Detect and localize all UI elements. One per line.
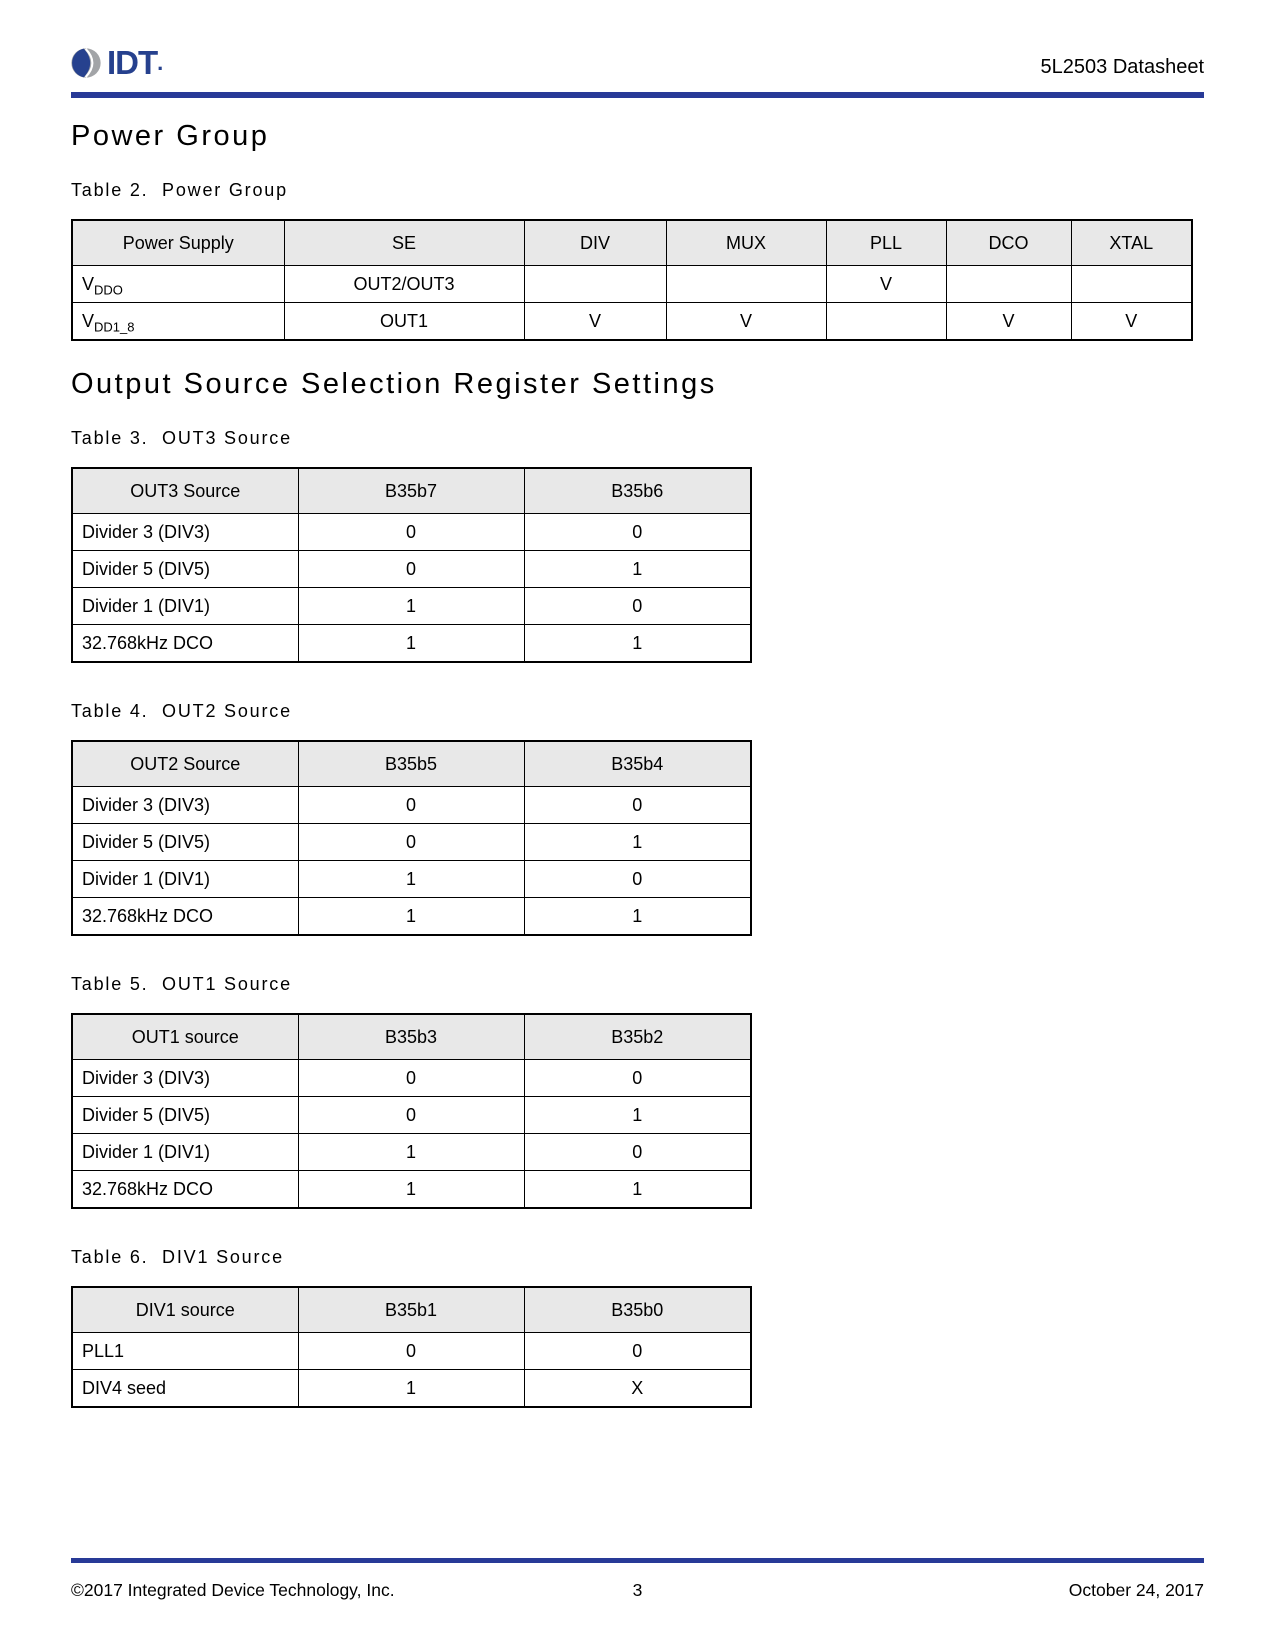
table-row (72, 898, 751, 936)
footer-date: October 24, 2017 (1068, 1580, 1204, 1600)
col-header-b35b7: B35b7 (298, 468, 524, 514)
table6-caption: Table 6. DIV1 Source (71, 1247, 284, 1267)
div1-source-table (71, 1286, 752, 1408)
table3-caption: Table 3. OUT3 Source (71, 428, 292, 448)
table-row (72, 861, 751, 898)
bit-value: 0 (524, 861, 751, 898)
row-label: DIV4 seed (72, 1370, 298, 1408)
col-header-out1-source: OUT1 source (72, 1014, 298, 1060)
row-label: PLL1 (72, 1333, 298, 1370)
row-label: Divider 3 (DIV3) (72, 514, 298, 551)
table-header-row (72, 1287, 751, 1333)
col-header-xtal: XTAL (1071, 220, 1192, 266)
bit-value: 0 (524, 1333, 751, 1370)
table-row (72, 824, 751, 861)
bit-value: 1 (298, 861, 524, 898)
supply-subscript: DDO (94, 282, 123, 298)
table-header-row (72, 1014, 751, 1060)
header-rule (71, 92, 1204, 98)
cell-xtal: V (1071, 303, 1192, 341)
col-header-se: SE (284, 220, 524, 266)
row-label: Divider 1 (DIV1) (72, 1134, 298, 1171)
table-row (72, 1171, 751, 1209)
row-label: Divider 1 (DIV1) (72, 588, 298, 625)
col-header-b35b4: B35b4 (524, 741, 751, 787)
power-group-table (71, 219, 1193, 341)
cell-pll: V (826, 266, 946, 303)
col-header-out3-source: OUT3 Source (72, 468, 298, 514)
cell-se: OUT1 (284, 303, 524, 341)
row-label: 32.768kHz DCO (72, 898, 298, 936)
row-label: Divider 5 (DIV5) (72, 1097, 298, 1134)
col-header-pll: PLL (826, 220, 946, 266)
row-label: Divider 5 (DIV5) (72, 551, 298, 588)
cell-div: V (524, 303, 666, 341)
idt-globe-icon (71, 48, 101, 78)
bit-value: 1 (298, 1171, 524, 1209)
bit-value: 1 (524, 625, 751, 663)
table-row (72, 1060, 751, 1097)
table2-caption: Table 2. Power Group (71, 180, 288, 200)
col-header-b35b0: B35b0 (524, 1287, 751, 1333)
table-row (72, 514, 751, 551)
bit-value: 0 (298, 787, 524, 824)
row-label: Divider 5 (DIV5) (72, 824, 298, 861)
footer-rule (71, 1558, 1204, 1563)
table-row (72, 266, 1192, 303)
row-label: 32.768kHz DCO (72, 625, 298, 663)
bit-value: 0 (524, 787, 751, 824)
col-header-mux: MUX (666, 220, 826, 266)
row-label: Divider 1 (DIV1) (72, 861, 298, 898)
col-header-div: DIV (524, 220, 666, 266)
out1-source-table (71, 1013, 752, 1209)
bit-value: 0 (298, 514, 524, 551)
bit-value: 0 (524, 1060, 751, 1097)
bit-value: 0 (298, 1060, 524, 1097)
bit-value: X (524, 1370, 751, 1408)
table-header-row (72, 741, 751, 787)
cell-pll (826, 303, 946, 341)
masthead (71, 44, 1204, 81)
cell-se: OUT2/OUT3 (284, 266, 524, 303)
col-header-out2-source: OUT2 Source (72, 741, 298, 787)
bit-value: 1 (524, 1097, 751, 1134)
cell-mux: V (666, 303, 826, 341)
page-footer (71, 1558, 1204, 1601)
table-header-row (72, 468, 751, 514)
section-heading-power-group: Power Group (71, 120, 270, 152)
footer-copyright: ©2017 Integrated Device Technology, Inc. (71, 1580, 395, 1600)
bit-value: 0 (524, 1134, 751, 1171)
out2-source-table (71, 740, 752, 936)
supply-cell (72, 266, 284, 303)
bit-value: 0 (298, 824, 524, 861)
col-header-dco: DCO (946, 220, 1071, 266)
idt-logo (71, 44, 164, 81)
table-row (72, 625, 751, 663)
section-heading-output-source: Output Source Selection Register Settings (71, 368, 717, 400)
cell-dco (946, 266, 1071, 303)
bit-value: 1 (298, 588, 524, 625)
bit-value: 1 (298, 898, 524, 936)
table-row (72, 1333, 751, 1370)
bit-value: 0 (298, 1097, 524, 1134)
bit-value: 1 (298, 1134, 524, 1171)
footer-page-number: 3 (632, 1580, 643, 1600)
bit-value: 1 (298, 1370, 524, 1408)
table-row (72, 1097, 751, 1134)
col-header-b35b5: B35b5 (298, 741, 524, 787)
bit-value: 1 (524, 1171, 751, 1209)
col-header-b35b3: B35b3 (298, 1014, 524, 1060)
col-header-b35b2: B35b2 (524, 1014, 751, 1060)
table-row (72, 1134, 751, 1171)
bit-value: 0 (524, 588, 751, 625)
cell-dco: V (946, 303, 1071, 341)
bit-value: 0 (524, 514, 751, 551)
table5-caption: Table 5. OUT1 Source (71, 974, 292, 994)
bit-value: 0 (298, 1333, 524, 1370)
out3-source-table (71, 467, 752, 663)
row-label: Divider 3 (DIV3) (72, 1060, 298, 1097)
bit-value: 1 (524, 551, 751, 588)
col-header-b35b6: B35b6 (524, 468, 751, 514)
footer-row (71, 1580, 1204, 1601)
cell-mux (666, 266, 826, 303)
table-row (72, 551, 751, 588)
table4-caption: Table 4. OUT2 Source (71, 701, 292, 721)
doc-title: 5L2503 Datasheet (1040, 56, 1204, 78)
col-header-b35b1: B35b1 (298, 1287, 524, 1333)
supply-symbol: V (82, 310, 95, 331)
cell-xtal (1071, 266, 1192, 303)
cell-div (524, 266, 666, 303)
table-row (72, 303, 1192, 341)
idt-logo-text: IDT (107, 44, 158, 81)
supply-cell (72, 303, 284, 341)
supply-subscript: DD1_8 (94, 319, 135, 335)
col-header-div1-source: DIV1 source (72, 1287, 298, 1333)
bit-value: 1 (524, 898, 751, 936)
table-row (72, 1370, 751, 1408)
bit-value: 1 (298, 625, 524, 663)
row-label: 32.768kHz DCO (72, 1171, 298, 1209)
col-header-power-supply: Power Supply (72, 220, 284, 266)
table-header-row (72, 220, 1192, 266)
row-label: Divider 3 (DIV3) (72, 787, 298, 824)
table-row (72, 588, 751, 625)
idt-logo-dot: . (157, 50, 164, 75)
bit-value: 1 (524, 824, 751, 861)
table-row (72, 787, 751, 824)
bit-value: 0 (298, 551, 524, 588)
supply-symbol: V (82, 273, 95, 294)
